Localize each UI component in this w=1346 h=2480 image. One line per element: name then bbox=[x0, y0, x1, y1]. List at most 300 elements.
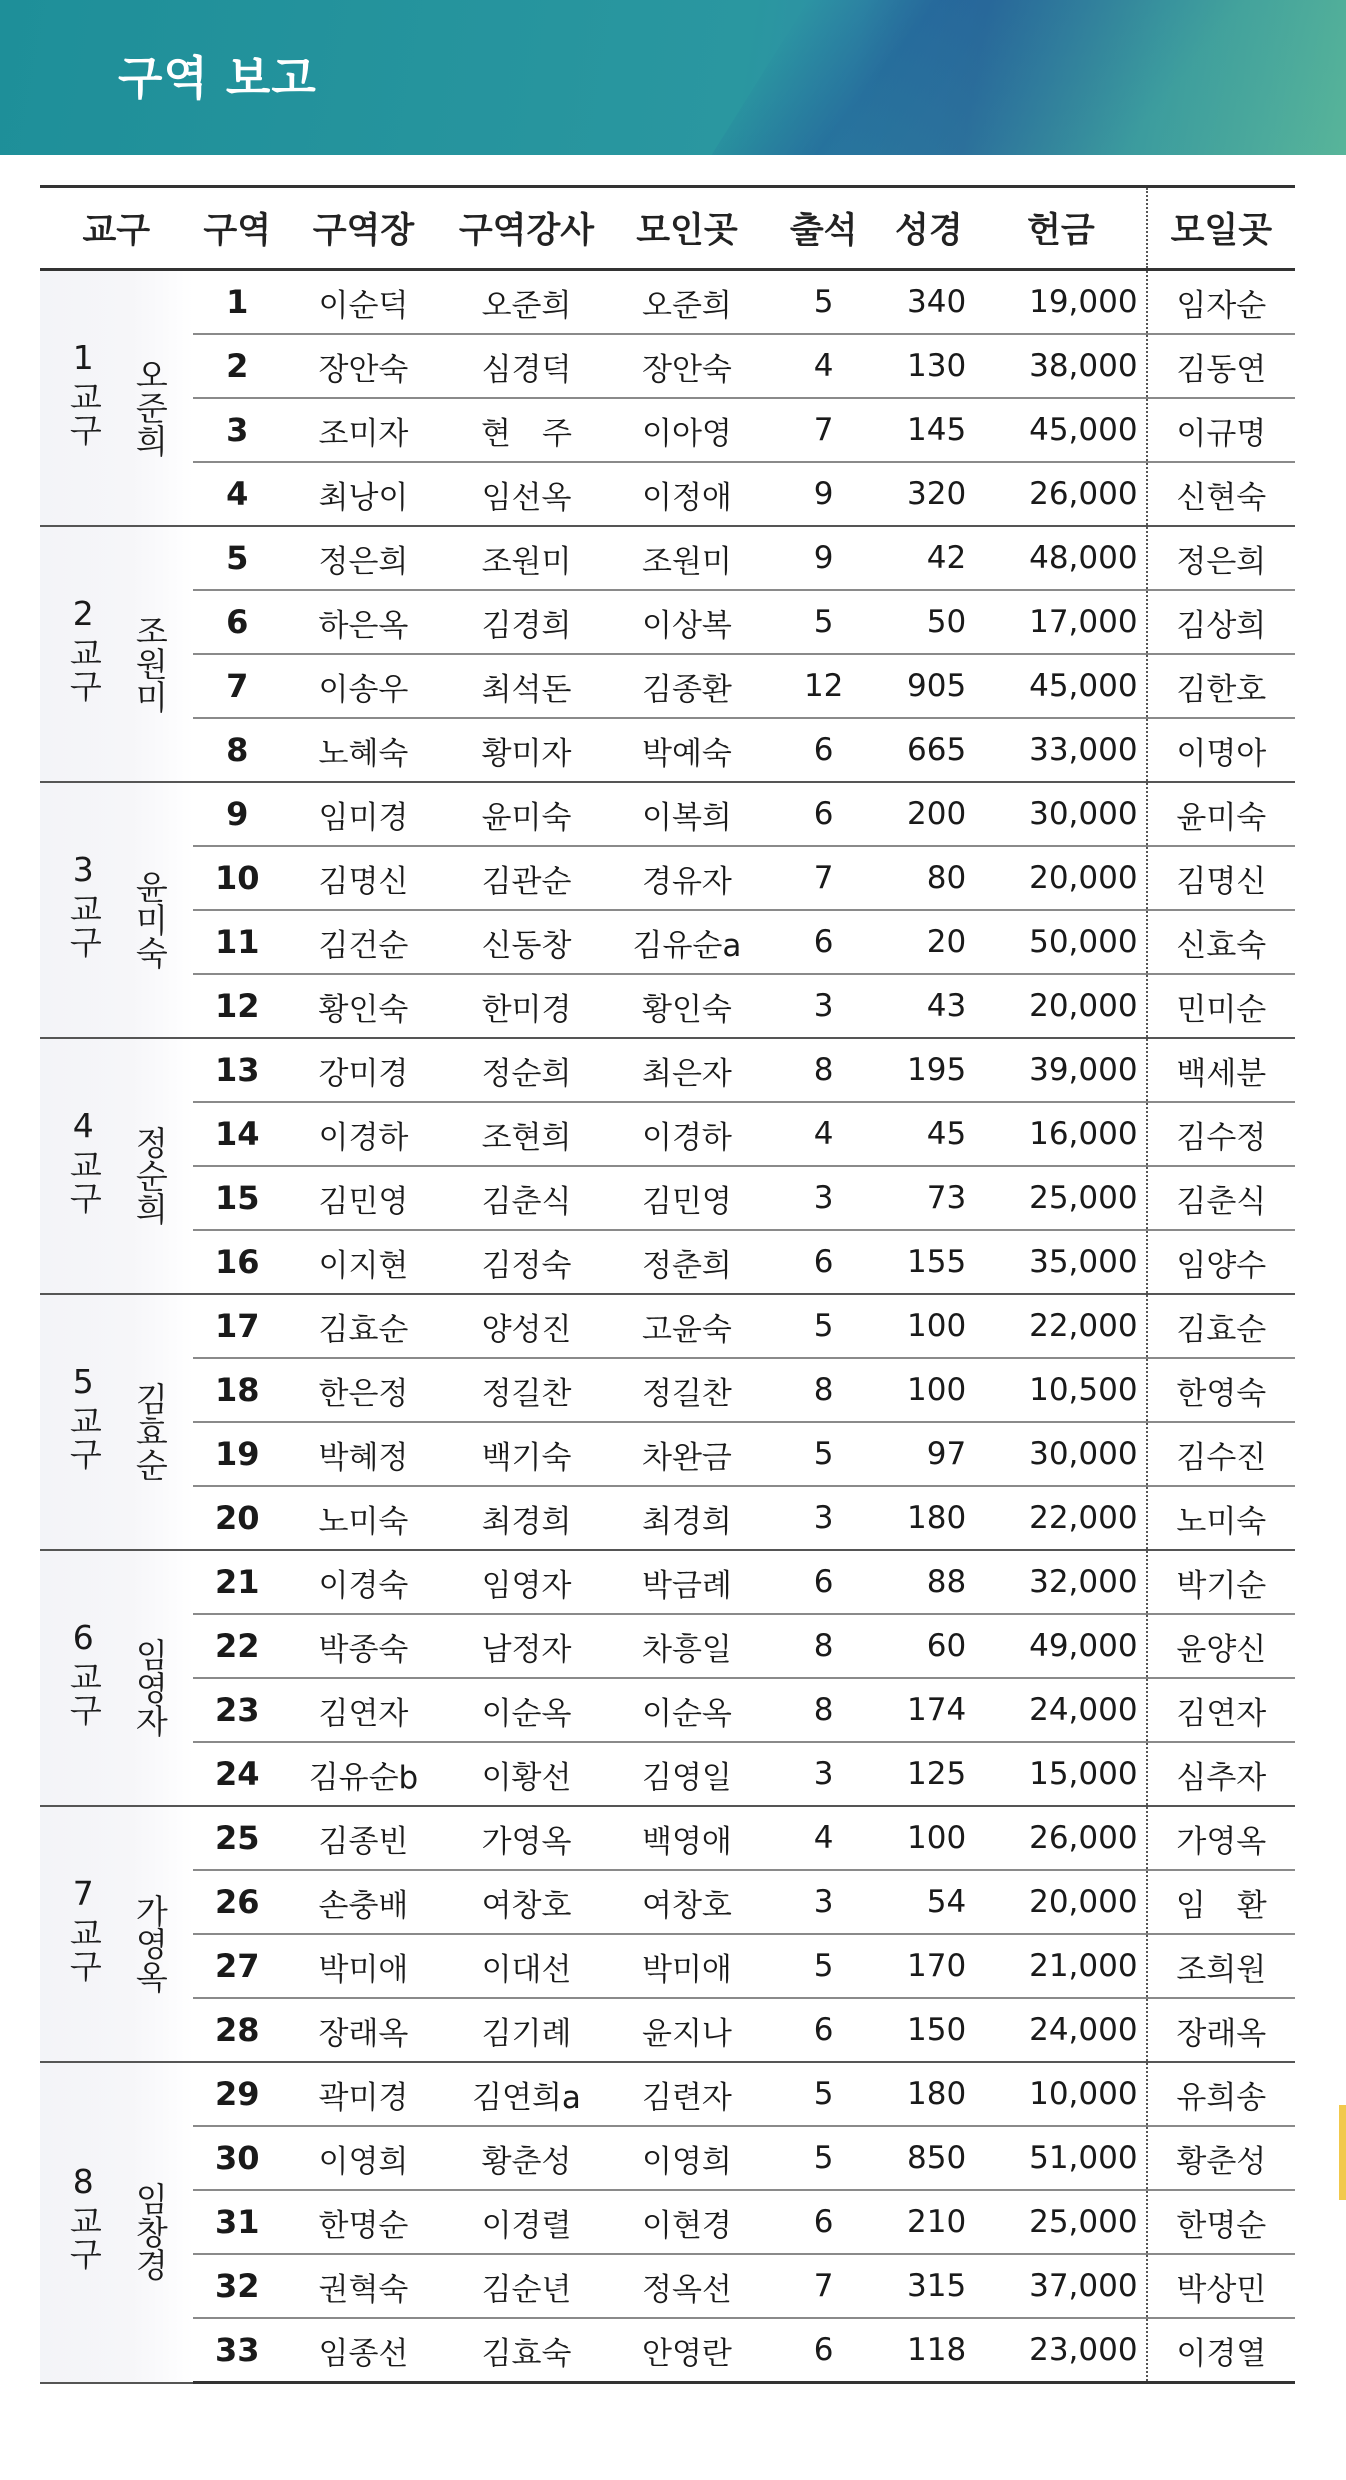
gyogu-cell bbox=[40, 1806, 193, 2062]
gyogu-number bbox=[61, 1104, 105, 1214]
bible-count: 195 bbox=[882, 1038, 977, 1102]
district-leader: 한은정 bbox=[282, 1358, 445, 1422]
district-teacher: 김정숙 bbox=[445, 1230, 608, 1294]
gyogu-word: 교구 bbox=[64, 380, 104, 446]
offering: 45,000 bbox=[976, 654, 1146, 718]
next-meeting-place: 조희원 bbox=[1147, 1934, 1295, 1998]
meeting-place: 이상복 bbox=[608, 590, 766, 654]
next-meeting-place: 한명순 bbox=[1147, 2190, 1295, 2254]
table-row bbox=[40, 782, 1295, 846]
offering: 26,000 bbox=[976, 1806, 1146, 1870]
next-meeting-place: 윤미숙 bbox=[1147, 782, 1295, 846]
gyogu-number-digit: 2 bbox=[72, 594, 94, 633]
header-moingot: 모인곳 bbox=[608, 187, 766, 270]
meeting-place: 정옥선 bbox=[608, 2254, 766, 2318]
next-meeting-place: 임 환 bbox=[1147, 1870, 1295, 1934]
district-number: 31 bbox=[193, 2190, 282, 2254]
offering: 30,000 bbox=[976, 782, 1146, 846]
meeting-place: 최은자 bbox=[608, 1038, 766, 1102]
gyogu-leader: 임영자 bbox=[130, 1637, 170, 1737]
table-row bbox=[40, 1102, 1295, 1166]
district-number: 22 bbox=[193, 1614, 282, 1678]
attendance: 8 bbox=[766, 1358, 882, 1422]
district-teacher: 가영옥 bbox=[445, 1806, 608, 1870]
gyogu-number-digit: 1 bbox=[72, 338, 94, 377]
attendance: 4 bbox=[766, 1102, 882, 1166]
gyogu-leader: 정순희 bbox=[130, 1125, 170, 1225]
district-leader: 이송우 bbox=[282, 654, 445, 718]
table-row bbox=[40, 1038, 1295, 1102]
district-number: 5 bbox=[193, 526, 282, 590]
gyogu-number bbox=[61, 1360, 105, 1470]
attendance: 8 bbox=[766, 1678, 882, 1742]
meeting-place: 박금례 bbox=[608, 1550, 766, 1614]
table-row bbox=[40, 1550, 1295, 1614]
district-number: 21 bbox=[193, 1550, 282, 1614]
next-meeting-place: 박상민 bbox=[1147, 2254, 1295, 2318]
attendance: 6 bbox=[766, 1230, 882, 1294]
offering: 50,000 bbox=[976, 910, 1146, 974]
attendance: 3 bbox=[766, 1742, 882, 1806]
meeting-place: 황인숙 bbox=[608, 974, 766, 1038]
district-leader: 김효순 bbox=[282, 1294, 445, 1358]
district-number: 3 bbox=[193, 398, 282, 462]
bible-count: 73 bbox=[882, 1166, 977, 1230]
gyogu-cell bbox=[40, 1038, 193, 1294]
district-leader: 이순덕 bbox=[282, 270, 445, 335]
header-bible: 성경 bbox=[882, 187, 977, 270]
next-meeting-place: 가영옥 bbox=[1147, 1806, 1295, 1870]
district-teacher: 이황선 bbox=[445, 1742, 608, 1806]
table-row bbox=[40, 654, 1295, 718]
attendance: 5 bbox=[766, 270, 882, 335]
table-row bbox=[40, 2126, 1295, 2190]
attendance: 8 bbox=[766, 1038, 882, 1102]
gyogu-leader: 윤미숙 bbox=[130, 869, 170, 969]
district-leader: 이지현 bbox=[282, 1230, 445, 1294]
district-teacher: 최석돈 bbox=[445, 654, 608, 718]
gyogu-number-digit: 6 bbox=[72, 1618, 94, 1657]
gyogu-number bbox=[61, 336, 105, 446]
district-number: 28 bbox=[193, 1998, 282, 2062]
meeting-place: 박예숙 bbox=[608, 718, 766, 782]
meeting-place: 차흥일 bbox=[608, 1614, 766, 1678]
table-row bbox=[40, 1486, 1295, 1550]
next-meeting-place: 김명신 bbox=[1147, 846, 1295, 910]
offering: 22,000 bbox=[976, 1486, 1146, 1550]
district-number: 6 bbox=[193, 590, 282, 654]
bible-count: 340 bbox=[882, 270, 977, 335]
offering: 23,000 bbox=[976, 2318, 1146, 2383]
district-teacher: 김효숙 bbox=[445, 2318, 608, 2383]
district-leader: 장안숙 bbox=[282, 334, 445, 398]
gyogu-number-digit: 4 bbox=[72, 1106, 94, 1145]
district-teacher: 윤미숙 bbox=[445, 782, 608, 846]
next-meeting-place: 윤양신 bbox=[1147, 1614, 1295, 1678]
meeting-place: 김민영 bbox=[608, 1166, 766, 1230]
district-leader: 조미자 bbox=[282, 398, 445, 462]
district-teacher: 정길찬 bbox=[445, 1358, 608, 1422]
table-row bbox=[40, 1358, 1295, 1422]
next-meeting-place: 박기순 bbox=[1147, 1550, 1295, 1614]
next-meeting-place: 김한호 bbox=[1147, 654, 1295, 718]
offering: 10,000 bbox=[976, 2062, 1146, 2126]
district-number: 15 bbox=[193, 1166, 282, 1230]
district-teacher: 임선옥 bbox=[445, 462, 608, 526]
table-row bbox=[40, 846, 1295, 910]
district-number: 23 bbox=[193, 1678, 282, 1742]
meeting-place: 여창호 bbox=[608, 1870, 766, 1934]
next-meeting-place: 임자순 bbox=[1147, 270, 1295, 335]
attendance: 9 bbox=[766, 526, 882, 590]
district-teacher: 양성진 bbox=[445, 1294, 608, 1358]
offering: 15,000 bbox=[976, 1742, 1146, 1806]
district-number: 9 bbox=[193, 782, 282, 846]
table-row bbox=[40, 1870, 1295, 1934]
next-meeting-place: 김수정 bbox=[1147, 1102, 1295, 1166]
next-meeting-place: 김동연 bbox=[1147, 334, 1295, 398]
meeting-place: 고윤숙 bbox=[608, 1294, 766, 1358]
table-row bbox=[40, 718, 1295, 782]
district-number: 13 bbox=[193, 1038, 282, 1102]
bible-count: 80 bbox=[882, 846, 977, 910]
attendance: 6 bbox=[766, 1998, 882, 2062]
district-number: 4 bbox=[193, 462, 282, 526]
offering: 32,000 bbox=[976, 1550, 1146, 1614]
next-meeting-place: 장래옥 bbox=[1147, 1998, 1295, 2062]
district-number: 14 bbox=[193, 1102, 282, 1166]
attendance: 5 bbox=[766, 1294, 882, 1358]
bible-count: 100 bbox=[882, 1358, 977, 1422]
table-row bbox=[40, 462, 1295, 526]
district-leader: 강미경 bbox=[282, 1038, 445, 1102]
district-teacher: 현 주 bbox=[445, 398, 608, 462]
district-teacher: 황미자 bbox=[445, 718, 608, 782]
offering: 25,000 bbox=[976, 2190, 1146, 2254]
district-leader: 임종선 bbox=[282, 2318, 445, 2383]
table-row bbox=[40, 2254, 1295, 2318]
attendance: 5 bbox=[766, 2126, 882, 2190]
district-number: 18 bbox=[193, 1358, 282, 1422]
district-number: 17 bbox=[193, 1294, 282, 1358]
district-teacher: 김기례 bbox=[445, 1998, 608, 2062]
next-meeting-place: 김춘식 bbox=[1147, 1166, 1295, 1230]
attendance: 3 bbox=[766, 1486, 882, 1550]
meeting-place: 정춘희 bbox=[608, 1230, 766, 1294]
district-leader: 김건순 bbox=[282, 910, 445, 974]
district-leader: 이경숙 bbox=[282, 1550, 445, 1614]
meeting-place: 이순옥 bbox=[608, 1678, 766, 1742]
meeting-place: 이현경 bbox=[608, 2190, 766, 2254]
meeting-place: 최경희 bbox=[608, 1486, 766, 1550]
district-number: 20 bbox=[193, 1486, 282, 1550]
district-teacher: 김순년 bbox=[445, 2254, 608, 2318]
district-leader: 손충배 bbox=[282, 1870, 445, 1934]
offering: 49,000 bbox=[976, 1614, 1146, 1678]
offering: 38,000 bbox=[976, 334, 1146, 398]
next-meeting-place: 민미순 bbox=[1147, 974, 1295, 1038]
gyogu-word: 교구 bbox=[64, 2204, 104, 2271]
table-row bbox=[40, 590, 1295, 654]
meeting-place: 김종환 bbox=[608, 654, 766, 718]
gyogu-word: 교구 bbox=[64, 1148, 104, 1214]
district-teacher: 오준희 bbox=[445, 270, 608, 335]
bible-count: 180 bbox=[882, 1486, 977, 1550]
offering: 17,000 bbox=[976, 590, 1146, 654]
table-header-row bbox=[40, 187, 1295, 270]
attendance: 7 bbox=[766, 398, 882, 462]
attendance: 6 bbox=[766, 782, 882, 846]
bible-count: 174 bbox=[882, 1678, 977, 1742]
offering: 51,000 bbox=[976, 2126, 1146, 2190]
table-row bbox=[40, 334, 1295, 398]
meeting-place: 이영희 bbox=[608, 2126, 766, 2190]
bible-count: 905 bbox=[882, 654, 977, 718]
district-teacher: 임영자 bbox=[445, 1550, 608, 1614]
district-leader: 장래옥 bbox=[282, 1998, 445, 2062]
gyogu-number bbox=[61, 1872, 105, 1982]
table-row bbox=[40, 1230, 1295, 1294]
district-leader: 김유순b bbox=[282, 1742, 445, 1806]
bible-count: 155 bbox=[882, 1230, 977, 1294]
offering: 16,000 bbox=[976, 1102, 1146, 1166]
district-leader: 곽미경 bbox=[282, 2062, 445, 2126]
header-gyogu: 교구 bbox=[40, 187, 193, 270]
table-row bbox=[40, 1806, 1295, 1870]
gyogu-cell bbox=[40, 1550, 193, 1806]
gyogu-number-digit: 8 bbox=[72, 2162, 94, 2202]
meeting-place: 차완금 bbox=[608, 1422, 766, 1486]
district-teacher: 신동창 bbox=[445, 910, 608, 974]
bible-count: 45 bbox=[882, 1102, 977, 1166]
district-teacher: 조현희 bbox=[445, 1102, 608, 1166]
offering: 33,000 bbox=[976, 718, 1146, 782]
district-teacher: 김경희 bbox=[445, 590, 608, 654]
next-meeting-place: 백세분 bbox=[1147, 1038, 1295, 1102]
gyogu-word: 교구 bbox=[64, 1916, 104, 1982]
gyogu-number-digit: 7 bbox=[72, 1874, 94, 1913]
table-row bbox=[40, 1678, 1295, 1742]
bible-count: 88 bbox=[882, 1550, 977, 1614]
attendance: 6 bbox=[766, 1550, 882, 1614]
attendance: 9 bbox=[766, 462, 882, 526]
gyogu-cell bbox=[40, 270, 193, 527]
district-teacher: 황춘성 bbox=[445, 2126, 608, 2190]
attendance: 5 bbox=[766, 2062, 882, 2126]
gyogu-number bbox=[61, 1616, 105, 1726]
district-leader: 노미숙 bbox=[282, 1486, 445, 1550]
attendance: 6 bbox=[766, 2318, 882, 2383]
bible-count: 665 bbox=[882, 718, 977, 782]
district-leader: 이경하 bbox=[282, 1102, 445, 1166]
next-meeting-place: 신효숙 bbox=[1147, 910, 1295, 974]
offering: 20,000 bbox=[976, 974, 1146, 1038]
gyogu-word: 교구 bbox=[64, 892, 104, 958]
table-row bbox=[40, 2318, 1295, 2383]
table-row bbox=[40, 1166, 1295, 1230]
district-teacher: 이대선 bbox=[445, 1934, 608, 1998]
header-guyeok: 구역 bbox=[193, 187, 282, 270]
header-guyeokgangsa: 구역강사 bbox=[445, 187, 608, 270]
next-meeting-place: 이경열 bbox=[1147, 2318, 1295, 2383]
offering: 25,000 bbox=[976, 1166, 1146, 1230]
table-row bbox=[40, 1294, 1295, 1358]
next-meeting-place: 김효순 bbox=[1147, 1294, 1295, 1358]
gyogu-word: 교구 bbox=[64, 1404, 104, 1470]
district-number: 25 bbox=[193, 1806, 282, 1870]
district-number: 16 bbox=[193, 1230, 282, 1294]
attendance: 5 bbox=[766, 1422, 882, 1486]
next-meeting-place: 한영숙 bbox=[1147, 1358, 1295, 1422]
district-number: 27 bbox=[193, 1934, 282, 1998]
meeting-place: 이아영 bbox=[608, 398, 766, 462]
gyogu-number bbox=[61, 848, 105, 958]
district-number: 24 bbox=[193, 1742, 282, 1806]
district-teacher: 이순옥 bbox=[445, 1678, 608, 1742]
meeting-place: 안영란 bbox=[608, 2318, 766, 2383]
next-meeting-place: 김상희 bbox=[1147, 590, 1295, 654]
offering: 39,000 bbox=[976, 1038, 1146, 1102]
gyogu-number-digit: 5 bbox=[72, 1362, 94, 1401]
district-teacher: 김연희a bbox=[445, 2062, 608, 2126]
next-meeting-place: 노미숙 bbox=[1147, 1486, 1295, 1550]
offering: 48,000 bbox=[976, 526, 1146, 590]
table-row bbox=[40, 2190, 1295, 2254]
next-meeting-place: 신현숙 bbox=[1147, 462, 1295, 526]
bible-count: 130 bbox=[882, 334, 977, 398]
district-number: 29 bbox=[193, 2062, 282, 2126]
offering: 10,500 bbox=[976, 1358, 1146, 1422]
district-leader: 권혁숙 bbox=[282, 2254, 445, 2318]
meeting-place: 정길찬 bbox=[608, 1358, 766, 1422]
district-leader: 정은희 bbox=[282, 526, 445, 590]
attendance: 3 bbox=[766, 1166, 882, 1230]
next-meeting-place: 김연자 bbox=[1147, 1678, 1295, 1742]
district-number: 10 bbox=[193, 846, 282, 910]
district-number: 26 bbox=[193, 1870, 282, 1934]
attendance: 7 bbox=[766, 846, 882, 910]
district-teacher: 최경희 bbox=[445, 1486, 608, 1550]
table-row bbox=[40, 1934, 1295, 1998]
gyogu-cell bbox=[40, 526, 193, 782]
district-number: 8 bbox=[193, 718, 282, 782]
meeting-place: 박미애 bbox=[608, 1934, 766, 1998]
meeting-place: 이정애 bbox=[608, 462, 766, 526]
district-number: 7 bbox=[193, 654, 282, 718]
offering: 26,000 bbox=[976, 462, 1146, 526]
attendance: 12 bbox=[766, 654, 882, 718]
next-meeting-place: 심추자 bbox=[1147, 1742, 1295, 1806]
next-meeting-place: 황춘성 bbox=[1147, 2126, 1295, 2190]
meeting-place: 김영일 bbox=[608, 1742, 766, 1806]
district-leader: 김종빈 bbox=[282, 1806, 445, 1870]
gyogu-number bbox=[61, 592, 105, 702]
table-row bbox=[40, 1998, 1295, 2062]
attendance: 5 bbox=[766, 590, 882, 654]
bible-count: 850 bbox=[882, 2126, 977, 2190]
meeting-place: 백영애 bbox=[608, 1806, 766, 1870]
bible-count: 42 bbox=[882, 526, 977, 590]
attendance: 6 bbox=[766, 718, 882, 782]
district-leader: 임미경 bbox=[282, 782, 445, 846]
table-row bbox=[40, 1422, 1295, 1486]
district-leader: 최낭이 bbox=[282, 462, 445, 526]
bible-count: 50 bbox=[882, 590, 977, 654]
district-teacher: 백기숙 bbox=[445, 1422, 608, 1486]
meeting-place: 오준희 bbox=[608, 270, 766, 335]
bible-count: 54 bbox=[882, 1870, 977, 1934]
attendance: 5 bbox=[766, 1934, 882, 1998]
bible-count: 60 bbox=[882, 1614, 977, 1678]
table-row bbox=[40, 1742, 1295, 1806]
district-teacher: 조원미 bbox=[445, 526, 608, 590]
district-leader: 한명순 bbox=[282, 2190, 445, 2254]
bible-count: 100 bbox=[882, 1806, 977, 1870]
table-row bbox=[40, 398, 1295, 462]
attendance: 4 bbox=[766, 334, 882, 398]
district-teacher: 여창호 bbox=[445, 1870, 608, 1934]
gyogu-cell bbox=[40, 782, 193, 1038]
attendance: 7 bbox=[766, 2254, 882, 2318]
district-leader: 이영희 bbox=[282, 2126, 445, 2190]
attendance: 3 bbox=[766, 974, 882, 1038]
district-teacher: 심경덕 bbox=[445, 334, 608, 398]
offering: 35,000 bbox=[976, 1230, 1146, 1294]
table-body bbox=[40, 270, 1295, 2383]
gyogu-cell bbox=[40, 1294, 193, 1550]
gyogu-word: 교구 bbox=[64, 1660, 104, 1726]
bible-count: 97 bbox=[882, 1422, 977, 1486]
meeting-place: 이경하 bbox=[608, 1102, 766, 1166]
header-guyeokjang: 구역장 bbox=[282, 187, 445, 270]
bible-count: 150 bbox=[882, 1998, 977, 2062]
gyogu-number-digit: 3 bbox=[72, 850, 94, 889]
page-title: 구역 보고 bbox=[118, 51, 317, 105]
offering: 19,000 bbox=[976, 270, 1146, 335]
meeting-place: 김유순a bbox=[608, 910, 766, 974]
offering: 24,000 bbox=[976, 1998, 1146, 2062]
meeting-place: 조원미 bbox=[608, 526, 766, 590]
district-number: 12 bbox=[193, 974, 282, 1038]
header-banner bbox=[0, 0, 1346, 155]
table-row bbox=[40, 910, 1295, 974]
attendance: 3 bbox=[766, 1870, 882, 1934]
meeting-place: 경유자 bbox=[608, 846, 766, 910]
district-teacher: 남정자 bbox=[445, 1614, 608, 1678]
offering: 30,000 bbox=[976, 1422, 1146, 1486]
next-meeting-place: 유희송 bbox=[1147, 2062, 1295, 2126]
table-row bbox=[40, 270, 1295, 335]
gyogu-leader: 가영옥 bbox=[130, 1893, 170, 1993]
meeting-place: 윤지나 bbox=[608, 1998, 766, 2062]
district-number: 1 bbox=[193, 270, 282, 335]
bible-count: 170 bbox=[882, 1934, 977, 1998]
district-leader: 황인숙 bbox=[282, 974, 445, 1038]
district-number: 11 bbox=[193, 910, 282, 974]
bible-count: 200 bbox=[882, 782, 977, 846]
gyogu-number bbox=[61, 2160, 105, 2270]
bible-count: 125 bbox=[882, 1742, 977, 1806]
table-row bbox=[40, 1614, 1295, 1678]
attendance: 6 bbox=[766, 2190, 882, 2254]
district-number: 30 bbox=[193, 2126, 282, 2190]
bible-count: 210 bbox=[882, 2190, 977, 2254]
district-number: 32 bbox=[193, 2254, 282, 2318]
attendance: 8 bbox=[766, 1614, 882, 1678]
district-teacher: 정순희 bbox=[445, 1038, 608, 1102]
district-number: 19 bbox=[193, 1422, 282, 1486]
gyogu-leader: 김효순 bbox=[130, 1381, 170, 1481]
